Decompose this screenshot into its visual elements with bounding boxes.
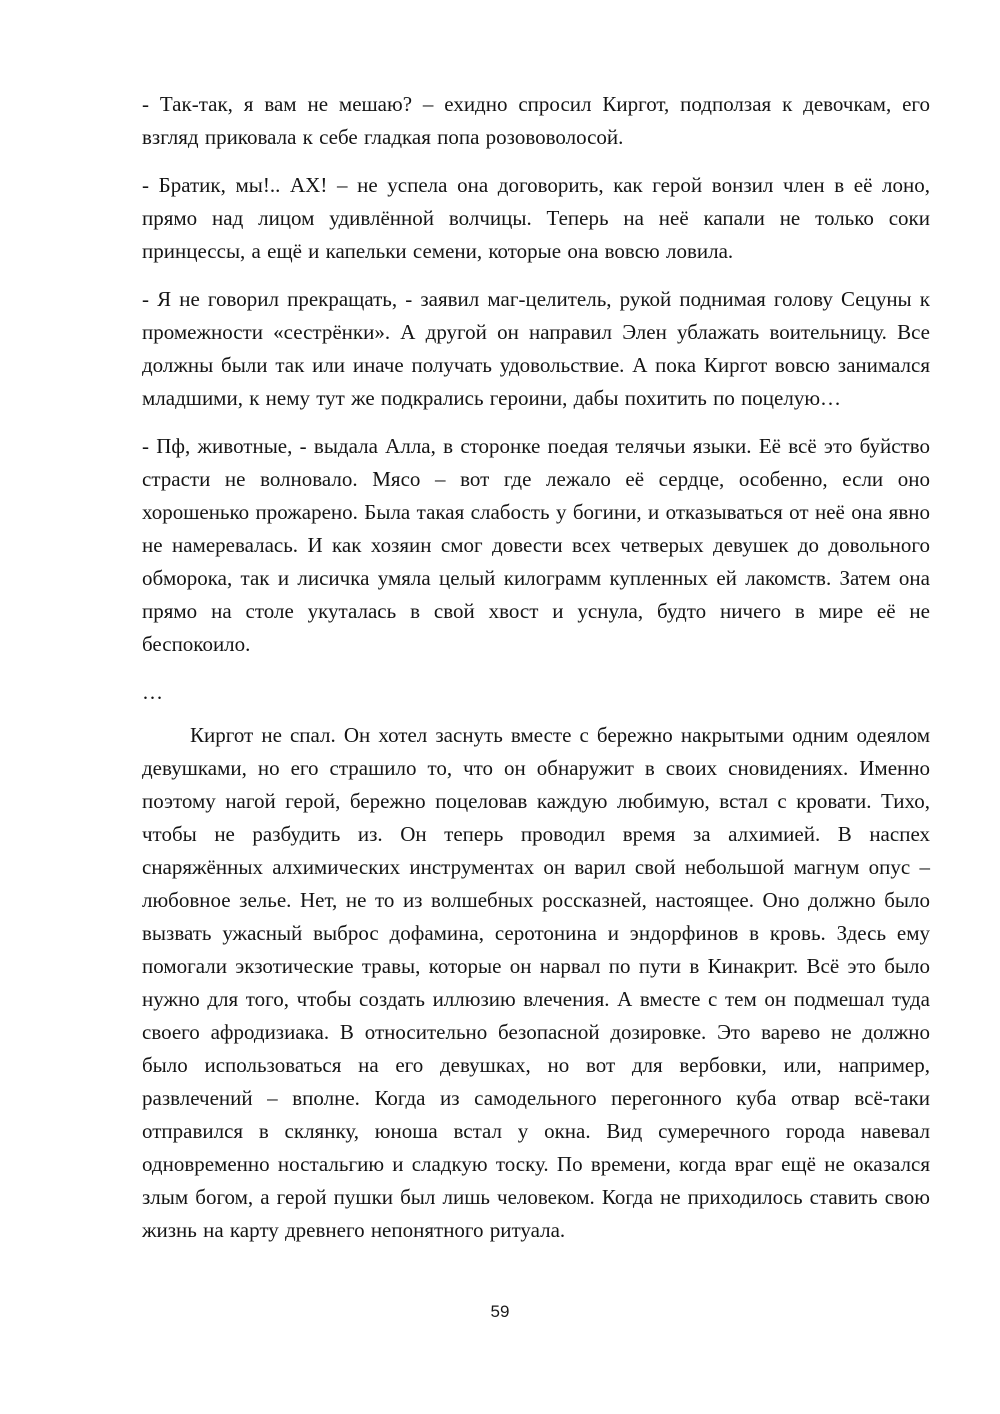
paragraph: - Я не говорил прекращать, - заявил маг-целитель, рукой поднимая голову Сецуны к промежности «сестрёнки». А другой он направил Элен ублажать воительницу. Все должны были так или иначе получать удовольствие. А пока Киргот вовсю занимался младшими, к нему тут же подкрались героини, дабы похитить по поцелую… <box>142 287 930 410</box>
paragraph-ellipsis: … <box>142 680 163 704</box>
paragraph: - Так-так, я вам не мешаю? – ехидно спросил Киргот, подползая к девочкам, его взгляд приковала к себе гладкая попа розововолосой. <box>142 92 930 149</box>
text-block <box>142 88 930 1262</box>
page-number: 59 <box>490 1302 510 1321</box>
paragraph: - Братик, мы!.. АХ! – не успела она договорить, как герой вонзил член в её лоно, прямо над лицом удивлённой волчицы. Теперь на неё капали не только соки принцессы, а ещё и капельки семени, которые она вовсю ловила. <box>142 173 930 263</box>
paragraph: Киргот не спал. Он хотел заснуть вместе с бережно накрытыми одним одеялом девушками, но его страшило то, что он обнаружит в своих сновидениях. Именно поэтому нагой герой, бережно поцеловав каждую любимую, встал с кровати. Тихо, чтобы не разбудить из. Он теперь проводил время за алхимией. В наспех снаряжённых алхимических инструментах он варил свой небольшой магнум опус – любовное зелье. Нет, не то из волшебных россказней, настоящее. Оно должно было вызвать ужасный выброс дофамина, серотонина и эндорфинов в кровь. Здесь ему помогали экзотические травы, которые он нарвал по пути в Кинакрит. Всё это было нужно для того, чтобы создать иллюзию влечения. А вместе с тем он подмешал туда своего афродизиака. В относительно безопасной дозировке. Это варево не должно было использоваться на его девушках, но вот для вербовки, или, например, развлечений – вполне. Когда из самодельного перегонного куба отвар всё-таки отправился в склянку, юноша встал у окна. Вид сумеречного города навевал одновременно ностальгию и сладкую тоску. По времени, когда враг ещё не оказался злым богом, а герой пушки был лишь человеком. Когда не приходилось ставить свою жизнь на карту древнего непонятного ритуала. <box>142 723 930 1242</box>
paragraph: - Пф, животные, - выдала Алла, в сторонке поедая телячьи языки. Её всё это буйство страсти не волновало. Мясо – вот где лежало её сердце, особенно, если оно хорошенько прожарено. Была такая слабость у богини, и отказываться от неё она явно не намеревалась. И как хозяин смог довести всех четверых девушек до довольного обморока, так и лисичка умяла целый килограмм купленных ей лакомств. Затем она прямо на столе укуталась в свой хвост и уснула, будто ничего в мире её не беспокоило. <box>142 434 930 656</box>
